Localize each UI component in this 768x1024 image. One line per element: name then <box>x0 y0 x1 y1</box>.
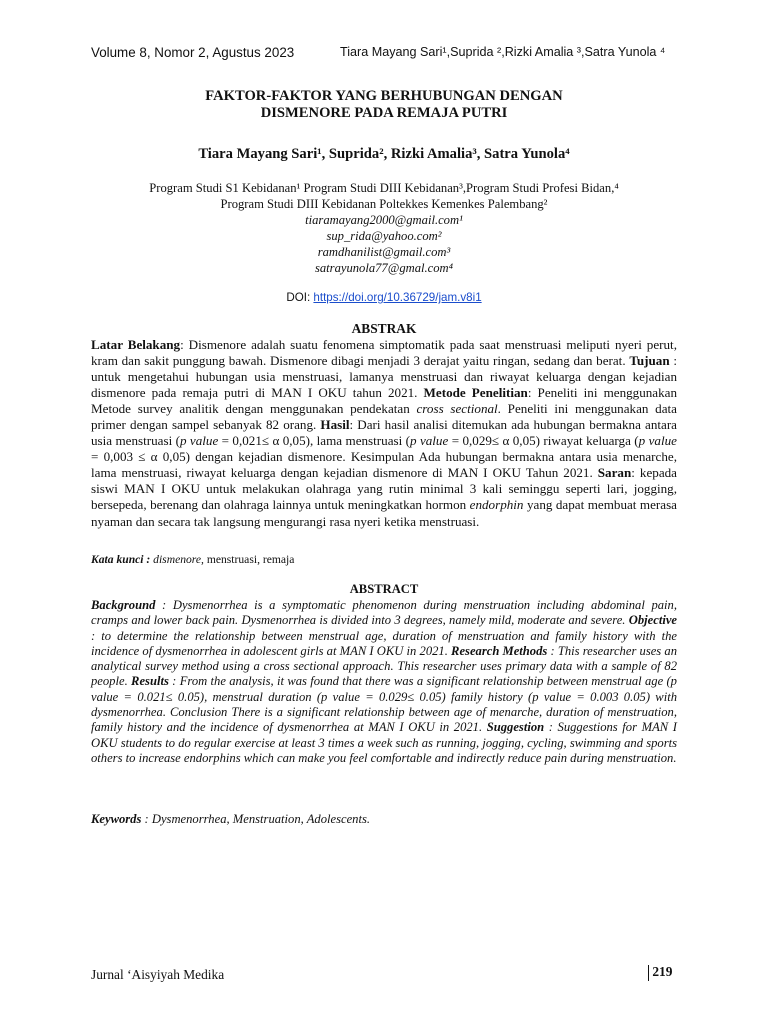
header-volume: Volume 8, Nomor 2, Agustus 2023 <box>91 45 295 60</box>
footer-journal-name: Jurnal ‘Aisyiyah Medika <box>91 967 225 982</box>
label-results: Results <box>131 674 169 689</box>
label-objective: Objective <box>628 613 677 628</box>
page-number <box>649 964 672 980</box>
label-tujuan: Tujuan <box>629 353 670 369</box>
text-latar: : Dismenore adalah suatu fenomena simptomatik pada saat menstruasi meliputi nyeri perut, kram dan sakit punggung bawah. Dismenore dibagi menjadi 3 derajat yaitu ringan, sedang dan berat. <box>91 337 677 369</box>
kata-kunci-rest: menstruasi, remaja <box>203 553 295 566</box>
title-line-1: FAKTOR-FAKTOR YANG BERHUBUNGAN DENGAN <box>205 88 563 104</box>
label-hasil: Hasil <box>320 417 350 433</box>
abstract-heading: ABSTRACT <box>349 582 419 596</box>
paper-title <box>90 88 678 122</box>
kata-kunci <box>91 553 294 566</box>
email-2[interactable]: sup_rida@yahoo.com² <box>326 229 442 243</box>
keywords <box>91 812 370 827</box>
keywords-text: : Dysmenorrhea, Menstruation, Adolescents. <box>141 812 371 826</box>
text-hasil-3: = 0,029≤ α 0,05) riwayat keluarga ( <box>448 433 639 449</box>
page-number-value: 219 <box>652 964 673 979</box>
text-pvalue-3: p value <box>638 433 677 449</box>
text-saran-1: : kepada siswi MAN I OKU untuk melakukan olahraga yang rutin minimal 3 kali seminggu seperti lari, jogging, bersepeda, berenang dan olahraga lainnya untuk meningkatkan hormon <box>91 465 677 513</box>
affiliation-line-1: Program Studi S1 Kebidanan¹ Program Studi DIII Kebidanan³,Program Studi Profesi Bidan,⁴ <box>149 181 619 195</box>
text-hasil-4: = 0,003 ≤ α 0,05) dengan kejadian dismenore. Kesimpulan Ada hubungan bermakna antara usia menarche, lama menstruasi, riwayat keluarga dengan kejadian dismenore di MAN I OKU Tahun 2021. <box>91 449 677 481</box>
abstract-body <box>91 598 677 766</box>
affiliations <box>90 180 678 276</box>
text-background: : Dysmenorrhea is a symptomatic phenomenon during menstruation including abdominal pain, cramps and lower back pain. Dysmenorrhea is divided into 3 degrees, namely mild, moderate and severe. <box>91 598 677 628</box>
kata-kunci-label: Kata kunci : <box>91 553 151 566</box>
text-cross-sectional: cross sectional <box>416 401 498 417</box>
text-saran-2: yang dapat membuat merasa nyaman dan secara tak langsung mengurangi rasa nyeri ketika menstruasi. <box>91 497 677 529</box>
text-pvalue-1: p value <box>179 433 219 449</box>
email-3[interactable]: ramdhanilist@gmail.com³ <box>317 245 451 259</box>
abstrak-heading: ABSTRAK <box>351 321 417 336</box>
text-suggestion: : Suggestions for MAN I OKU students to do regular exercise at least 3 times a week such as running, jogging, cycling, swimming and sports others to increase endorphins which can make you feel comfortable and indirectly reduce pain during menstruation. <box>91 720 677 765</box>
header-authors: Tiara Mayang Sari¹,Suprida ²,Rizki Amalia ³,Satra Yunola ⁴ <box>340 45 666 59</box>
email-4[interactable]: satrayunola77@gmal.com⁴ <box>314 261 454 275</box>
text-hasil-2: = 0,021≤ α 0,05), lama menstruasi ( <box>218 433 410 449</box>
text-objective: : to determine the relationship between menstrual age, duration of menstruation and family history with the incidence of dysmenorrhea in adolescent girls at MAN I OKU in 2021. <box>91 628 677 658</box>
label-background: Background <box>91 598 156 612</box>
author-list: Tiara Mayang Sari¹, Suprida², Rizki Amalia³, Satra Yunola⁴ <box>198 146 570 162</box>
affiliation-line-2: Program Studi DIII Kebidanan Poltekkes Kemenkes Palembang² <box>220 197 548 211</box>
text-metode-1: : Peneliti ini menggunakan Metode survey analitik dengan menggunakan pendekatan <box>91 385 678 417</box>
email-1[interactable]: tiaramayang2000@gmail.com¹ <box>305 213 463 227</box>
text-research-methods: : This researcher uses an analytical survey method using a cross sectional approach. This researcher uses primary data with a sample of 82 people. <box>91 643 677 689</box>
text-endorphin: endorphin <box>469 497 524 513</box>
label-latar-belakang: Latar Belakang <box>91 337 181 352</box>
doi-link[interactable]: https://doi.org/10.36729/jam.v8i1 <box>313 291 482 304</box>
abstrak-body <box>91 337 677 530</box>
doi-line <box>90 291 678 304</box>
label-saran: Saran <box>597 465 632 481</box>
text-hasil-1: : Dari hasil analisi ditemukan ada hubungan bermakna antara usia menstruasi ( <box>91 417 677 449</box>
keywords-label: Keywords <box>91 812 142 826</box>
text-pvalue-2: p value <box>410 433 449 449</box>
doi-label: DOI: <box>286 291 314 304</box>
label-research-methods: Research Methods <box>451 643 548 658</box>
label-suggestion: Suggestion <box>486 720 545 735</box>
label-metode: Metode Penelitian <box>423 385 528 401</box>
text-tujuan: : untuk mengetahui hubungan usia menstruasi, lamanya menstruasi dan riwayat keluarga dengan kejadian dismenore pada remaja putri di MAN I OKU tahun 2021. <box>91 353 677 401</box>
text-results: : From the analysis, it was found that there was a significant relationship between menstrual age (p value = 0.021≤ 0.05), menstrual duration (p value = 0.029≤ 0.05) family history (p value = 0.003 0.05) with dysmenorrhea. Conclusion There is a significant relationship between age of menarche, duration of menstruation, family history and the incidence of dysmenorrhea at MAN I OKU in 2021. <box>91 674 677 735</box>
kata-kunci-italic: dismenore, <box>150 553 204 566</box>
title-line-2: DISMENORE PADA REMAJA PUTRI <box>260 105 508 121</box>
text-metode-2: . Peneliti ini menggunakan data primer dengan sampel sebanyak 82 orang. <box>91 401 677 433</box>
